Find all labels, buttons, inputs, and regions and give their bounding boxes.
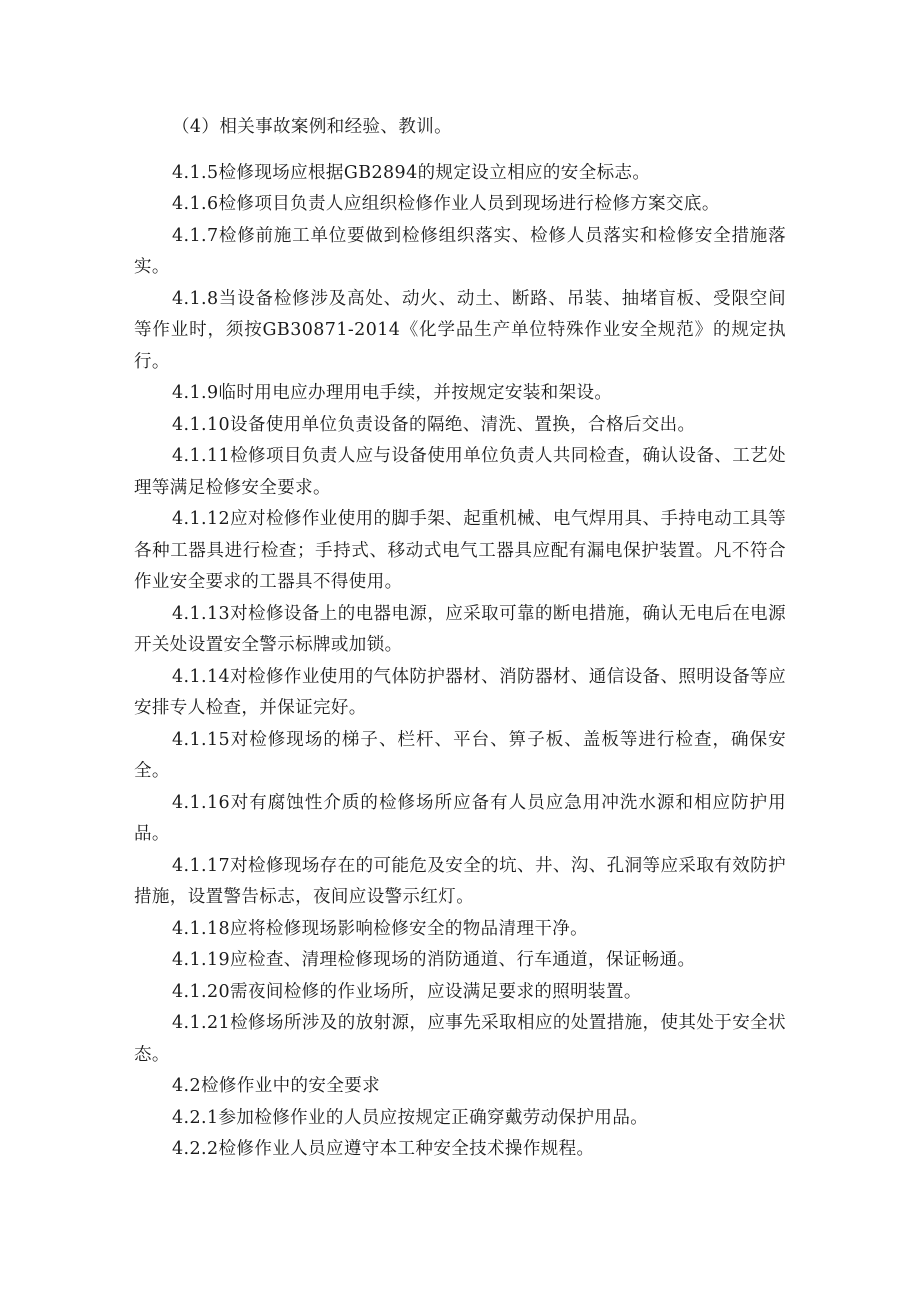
paragraph-4-accident-cases: （4）相关事故案例和经验、教训。 [172, 117, 453, 137]
paragraph-4-1-19: 4.1.19应检查、清理检修现场的消防通道、行车通道，保证畅通。 [172, 950, 696, 970]
paragraph-4-1-10: 4.1.10设备使用单位负责设备的隔绝、清洗、置换，合格后交出。 [172, 414, 696, 435]
paragraph-4-1-9: 4.1.9临时用电应办理用电手续，并按规定安装和架设。 [172, 383, 613, 403]
paragraph-4-1-15: 4.1.15对检修现场的梯子、栏杆、平台、箅子板、盖板等进行检查，确保安全。 [134, 729, 786, 781]
paragraph-4-1-14: 4.1.14对检修作业使用的气体防护器材、消防器材、通信设备、照明设备等应安排专人检查，并保证完好。 [134, 666, 786, 718]
paragraph-4-1-18: 4.1.18应将检修现场影响检修安全的物品清理干净。 [172, 918, 589, 939]
paragraph-4-1-5: 4.1.5检修现场应根据GB2894的规定设立相应的安全标志。 [172, 162, 651, 183]
paragraph-4-2-2: 4.2.2检修作业人员应遵守本工种安全技术操作规程。 [172, 1139, 595, 1159]
paragraph-4-1-11: 4.1.11检修项目负责人应与设备使用单位负责人共同检查，确认设备、工艺处理等满足检修安全要求。 [134, 446, 786, 498]
document-page [134, 112, 786, 1166]
paragraph-4-1-7: 4.1.7检修前施工单位要做到检修组织落实、检修人员落实和检修安全措施落实。 [134, 225, 786, 277]
paragraph-4-1-12: 4.1.12应对检修作业使用的脚手架、起重机械、电气焊用具、手持电动工具等各种工器具进行检查；手持式、移动式电气工器具应配有漏电保护装置。凡不符合作业安全要求的工器具不得使用。 [134, 509, 786, 592]
paragraph-4-1-8: 4.1.8当设备检修涉及高处、动火、动土、断路、吊装、抽堵盲板、受限空间等作业时，须按GB30871-2014《化学品生产单位特殊作业安全规范》的规定执行。 [134, 288, 786, 372]
section-heading-4-2: 4.2检修作业中的安全要求 [172, 1076, 381, 1096]
paragraph-4-1-21: 4.1.21检修场所涉及的放射源，应事先采取相应的处置措施，使其处于安全状态。 [134, 1013, 786, 1065]
paragraph-4-1-6: 4.1.6检修项目负责人应组织检修作业人员到现场进行检修方案交底。 [172, 194, 720, 214]
paragraph-4-1-17: 4.1.17对检修现场存在的可能危及安全的坑、井、沟、孔洞等应采取有效防护措施，设置警告标志，夜间应设警示红灯。 [134, 855, 786, 907]
paragraph-4-1-13: 4.1.13对检修设备上的电器电源，应采取可靠的断电措施，确认无电后在电源开关处设置安全警示标牌或加锁。 [134, 603, 786, 655]
paragraph-4-2-1: 4.2.1参加检修作业的人员应按规定正确穿戴劳动保护用品。 [172, 1107, 649, 1128]
paragraph-4-1-20: 4.1.20需夜间检修的作业场所，应设满足要求的照明装置。 [172, 981, 642, 1002]
paragraph-4-1-16: 4.1.16对有腐蚀性介质的检修场所应备有人员应急用冲洗水源和相应防护用品。 [134, 792, 786, 844]
